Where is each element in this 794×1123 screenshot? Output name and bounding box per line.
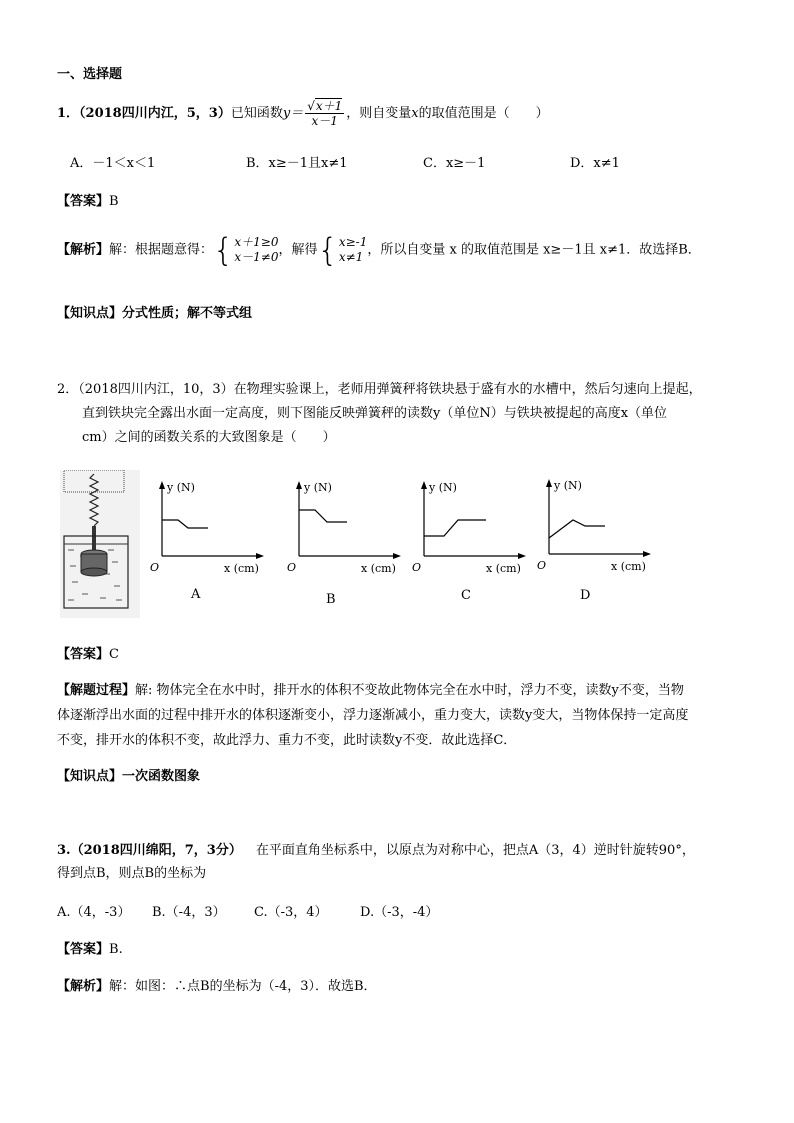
graph-d-curve — [549, 520, 605, 538]
q3-text1: 在平面直角坐标系中，以原点为对称中心，把点A（3，4）逆时针旋转90°， — [255, 843, 695, 858]
q3-answer — [57, 938, 123, 957]
q1-kp-value: 分式性质；解不等式组 — [122, 306, 253, 321]
q1-answer-value: B — [109, 194, 119, 209]
q2-process-line3: 不变，排开水的体积不变，故此浮力、重力不变，此时读数y不变．故此选择C． — [57, 733, 517, 748]
graph-c-label: C — [461, 588, 471, 603]
graph-a-ylabel: y (N) — [167, 481, 195, 494]
q3-analysis — [57, 975, 377, 994]
q1-answer-label: 【答案】 — [57, 194, 110, 209]
q1-stem — [57, 99, 549, 129]
q3-line2: 得到点B，则点B的坐标为 — [57, 866, 207, 881]
q1-analysis-post: ，所以自变量 x 的取值范围是 x≥－1且 x≠1．故选择B． — [367, 242, 701, 258]
spring-scale-apparatus — [60, 470, 140, 618]
q1-text-b: ，则自变量 — [346, 106, 412, 121]
q1-fraction — [305, 99, 344, 128]
graph-c-curve — [424, 520, 486, 536]
q3-option-a: A.（4，-3） — [57, 905, 131, 920]
q1-system-2 — [339, 235, 368, 265]
q2-process-line2: 体逐渐浮出水面的过程中排开水的体积逐渐变小，浮力逐渐减小，重力变大，读数y变大，当物体保持一定高度 — [57, 708, 689, 723]
q1-brace-1: { — [213, 231, 234, 269]
q1-option-b: B．x≥－1且x≠1 — [246, 156, 348, 171]
graph-c-xlabel: x (cm) — [486, 562, 521, 575]
q2-knowledge-point — [57, 765, 200, 784]
q2-answer-value: C — [109, 647, 119, 662]
q1-frac-den: x－1 — [311, 114, 338, 128]
q1-text-a: 已知函数 — [230, 106, 283, 121]
graph-d — [535, 476, 657, 576]
q1-analysis-mid: ，解得 — [278, 242, 318, 258]
q3-option-d: D.（-3，-4） — [360, 905, 439, 920]
graph-a — [148, 478, 270, 578]
q1-analysis-pre: 解：根据题意得： — [109, 242, 214, 258]
q1-head: 1．（2018四川内江，5，3） — [57, 106, 231, 121]
q1-system-1-line1: x＋1≥0 — [234, 235, 279, 249]
q3-answer-label: 【答案】 — [57, 942, 110, 957]
graph-d-label: D — [580, 588, 591, 603]
graph-a-curve — [162, 520, 208, 528]
graph-c — [410, 478, 532, 578]
q2-process-label: 【解题过程】 — [57, 683, 136, 698]
q3-analysis-label: 【解析】 — [57, 979, 110, 994]
graph-d-origin: O — [537, 559, 547, 572]
graph-d-ylabel: y (N) — [554, 479, 582, 492]
section-title: 一、选择题 — [57, 67, 123, 82]
q2-kp-label: 【知识点】 — [57, 769, 123, 784]
graph-a-origin: O — [150, 561, 160, 574]
graph-c-ylabel: y (N) — [429, 481, 457, 494]
graph-b-xlabel: x (cm) — [361, 562, 396, 575]
q1-analysis — [57, 231, 701, 269]
graph-a-xlabel: x (cm) — [224, 562, 259, 575]
q1-frac-num: √x＋1 — [307, 99, 343, 113]
graph-b-ylabel: y (N) — [304, 481, 332, 494]
graph-d-xlabel: x (cm) — [611, 560, 646, 573]
q1-option-a: A．－1＜x＜1 — [70, 156, 156, 171]
q1-analysis-label: 【解析】 — [57, 242, 110, 258]
q1-option-d: D．x≠1 — [570, 156, 620, 171]
q2-line1: 2．（2018四川内江，10，3）在物理实验课上，老师用弹簧秤将铁块悬于盛有水的水槽中，然后匀速向上提起， — [57, 382, 702, 397]
q1-system-1 — [234, 235, 278, 265]
q2-kp-value: 一次函数图象 — [122, 769, 201, 784]
q2-line3: cm）之间的函数关系的大致图象是（ ） — [82, 430, 336, 445]
q3-answer-value: B. — [109, 942, 123, 957]
q2-process-l1: 解: 物体完全在水中时，排开水的体积不变故此物体完全在水中时，浮力不变，读数y不变，当物 — [135, 683, 684, 698]
graph-b-label: B — [326, 592, 336, 607]
graph-b-curve — [299, 510, 347, 522]
graph-a-label: A — [191, 587, 201, 602]
q2-answer — [57, 643, 119, 662]
q1-brace-2: { — [317, 231, 338, 269]
q1-text-c: 的取值范围是（ ） — [418, 106, 549, 121]
q1-option-c: C．x≥－1 — [423, 156, 486, 171]
q3-option-b: B.（-4，3） — [152, 905, 226, 920]
q2-line2: 直到铁块完全露出水面一定高度，则下图能反映弹簧秤的读数y（单位N）与铁块被提起的高度x（单位 — [82, 406, 668, 421]
q1-system-1-line2: x－1≠0 — [234, 250, 279, 264]
q2-answer-label: 【答案】 — [57, 647, 110, 662]
q1-kp-label: 【知识点】 — [57, 306, 123, 321]
q2-process-line1 — [57, 679, 684, 698]
q1-x-var: x — [411, 106, 419, 121]
q1-system-2-line1: x≥-1 — [338, 235, 368, 249]
q3-head: 3.（2018四川绵阳，7，3分） — [57, 843, 242, 858]
q1-knowledge-point — [57, 302, 252, 321]
q1-system-2-line2: x≠1 — [338, 250, 364, 264]
q1-answer — [57, 190, 119, 209]
graph-b-origin: O — [287, 561, 297, 574]
q3-line1 — [57, 839, 695, 858]
q1-y-eq: y＝ — [282, 106, 304, 121]
q3-option-c: C.（-3，4） — [254, 905, 328, 920]
q1-frac-rad: x＋1 — [315, 99, 343, 113]
graph-c-origin: O — [412, 561, 422, 574]
graph-b — [285, 478, 407, 578]
q3-analysis-text: 解：如图：∴点B的坐标为（-4，3）．故选B． — [109, 979, 377, 994]
